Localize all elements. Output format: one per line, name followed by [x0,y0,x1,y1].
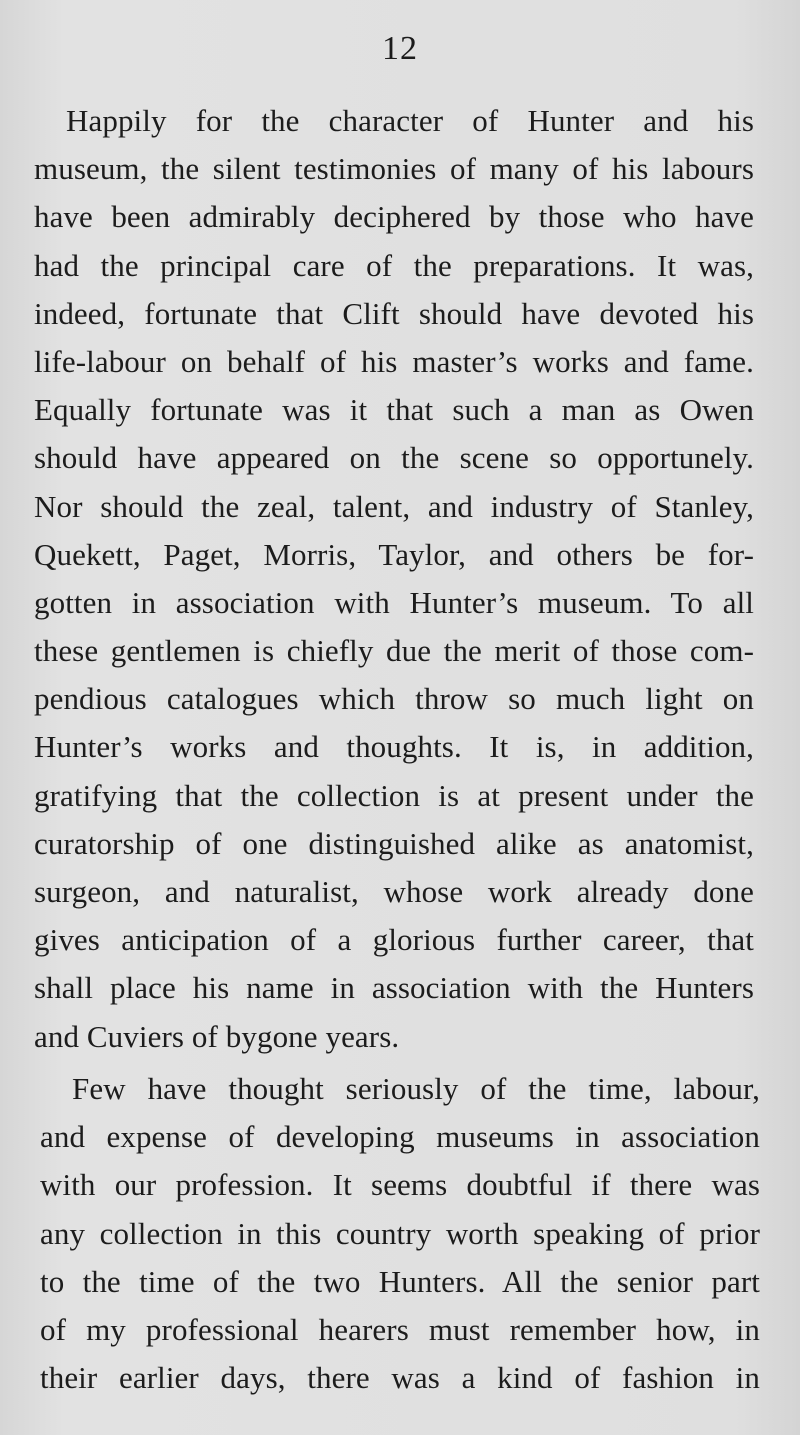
page-number: 12 [382,30,418,67]
text-line: Few have thought seriously of the time, labour, [72,1071,760,1106]
text-line: Equally fortunate was it that such a man as Owen [34,392,754,428]
text-line: with our profession. It seems doubtful if there was [40,1167,760,1203]
text-line: Happily for the character of Hunter and his [66,103,754,138]
text-line: life-labour on behalf of his master’s works and fame. [34,343,754,379]
text-line: their earlier days, there was a kind of fashion in [40,1360,760,1396]
text-line: indeed, fortunate that Clift should have devoted his [34,295,754,331]
text-line: any collection in this country worth speaking of prior [40,1215,760,1251]
text-line: have been admirably deciphered by those who have [34,199,754,235]
text-line: to the time of the two Hunters. All the senior part [40,1263,760,1299]
text-line: Hunter’s works and thoughts. It is, in addition, [34,729,754,765]
text-line: gotten in association with Hunter’s museum. To all [34,584,754,620]
text-line: museum, the silent testimonies of many of his labours [34,151,754,187]
text-line: these gentlemen is chiefly due the merit of those com- [34,633,754,669]
text-line: curatorship of one distinguished alike as anatomist, [34,825,754,861]
paragraph-2 [40,1065,760,1402]
text-line: of my professional hearers must remember how, in [40,1311,760,1347]
text-line: surgeon, and naturalist, whose work already done [34,874,754,909]
text-line: and expense of developing museums in association [40,1119,760,1155]
text-line: shall place his name in association with the Hunters [34,970,754,1006]
text-line: had the principal care of the preparations. It was, [34,247,754,283]
text-line: gratifying that the collection is at present under the [34,777,754,813]
text-line: Nor should the zeal, talent, and industry of Stanley, [34,488,754,524]
text-line: should have appeared on the scene so opportunely. [34,440,754,476]
text-line: and Cuviers of bygone years. [34,1018,400,1054]
text-line: pendious catalogues which throw so much light on [34,681,754,717]
text-line: Quekett, Paget, Morris, Taylor, and others be for- [34,536,754,572]
text-line: gives anticipation of a glorious further career, that [34,922,754,958]
paragraph-1 [34,97,754,1061]
